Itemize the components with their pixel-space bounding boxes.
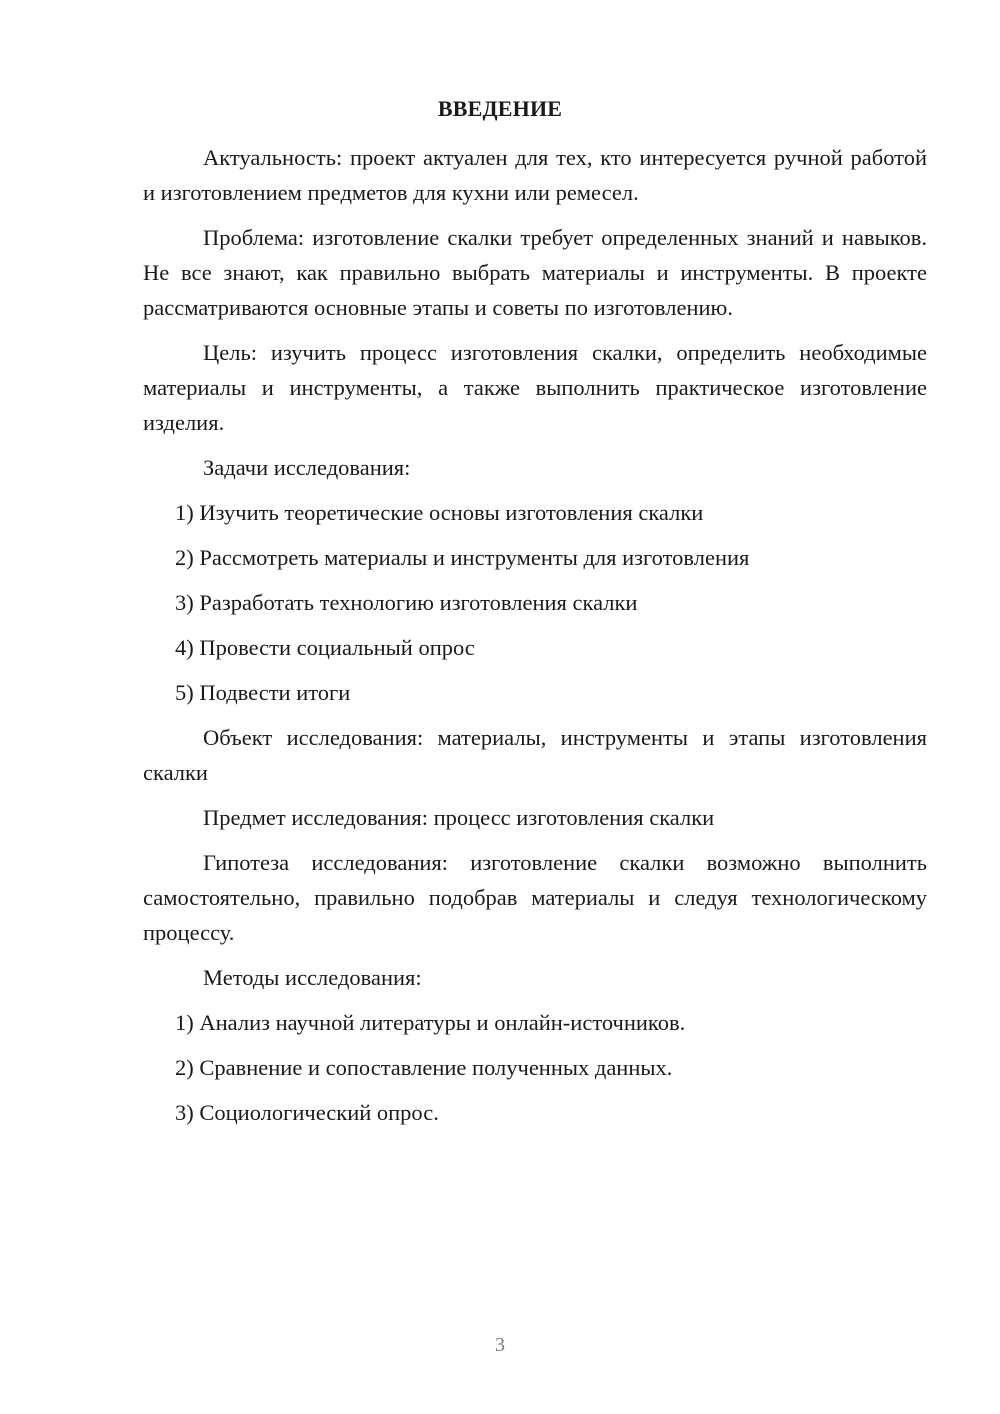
relevance-paragraph: Актуальность: проект актуален для тех, кто интересуется ручной работой и изготовлением предметов для кухни или ремесел.: [143, 145, 927, 205]
task-item: 1) Изучить теоретические основы изготовления скалки: [175, 500, 704, 525]
task-item: 3) Разработать технологию изготовления скалки: [175, 590, 638, 615]
method-item: 1) Анализ научной литературы и онлайн-источников.: [175, 1010, 686, 1035]
methods-heading: Методы исследования:: [203, 965, 422, 990]
method-item: 2) Сравнение и сопоставление полученных данных.: [175, 1055, 673, 1080]
goal-paragraph: Цель: изучить процесс изготовления скалки, определить необходимые материалы и инструменты, а также выполнить практическое изготовление изделия.: [143, 340, 927, 435]
hypothesis-paragraph: Гипотеза исследования: изготовление скалки возможно выполнить самостоятельно, правильно подобрав материалы и следуя технологическому процессу.: [143, 850, 927, 945]
subject-paragraph: Предмет исследования: процесс изготовления скалки: [203, 805, 715, 830]
object-paragraph: Объект исследования: материалы, инструменты и этапы изготовления скалки: [143, 725, 927, 785]
task-item: 4) Провести социальный опрос: [175, 635, 475, 660]
task-item: 2) Рассмотреть материалы и инструменты для изготовления: [175, 545, 750, 570]
tasks-heading: Задачи исследования:: [203, 455, 411, 480]
page-number: 3: [495, 1334, 505, 1356]
problem-paragraph: Проблема: изготовление скалки требует определенных знаний и навыков. Не все знают, как правильно выбрать материалы и инструменты. В проекте рассматриваются основные этапы и советы по изготовлению.: [143, 225, 927, 320]
task-item: 5) Подвести итоги: [175, 680, 351, 705]
document-body: [143, 140, 927, 1140]
page-title: ВВЕДЕНИЕ: [437, 96, 563, 121]
method-item: 3) Социологический опрос.: [175, 1100, 439, 1125]
